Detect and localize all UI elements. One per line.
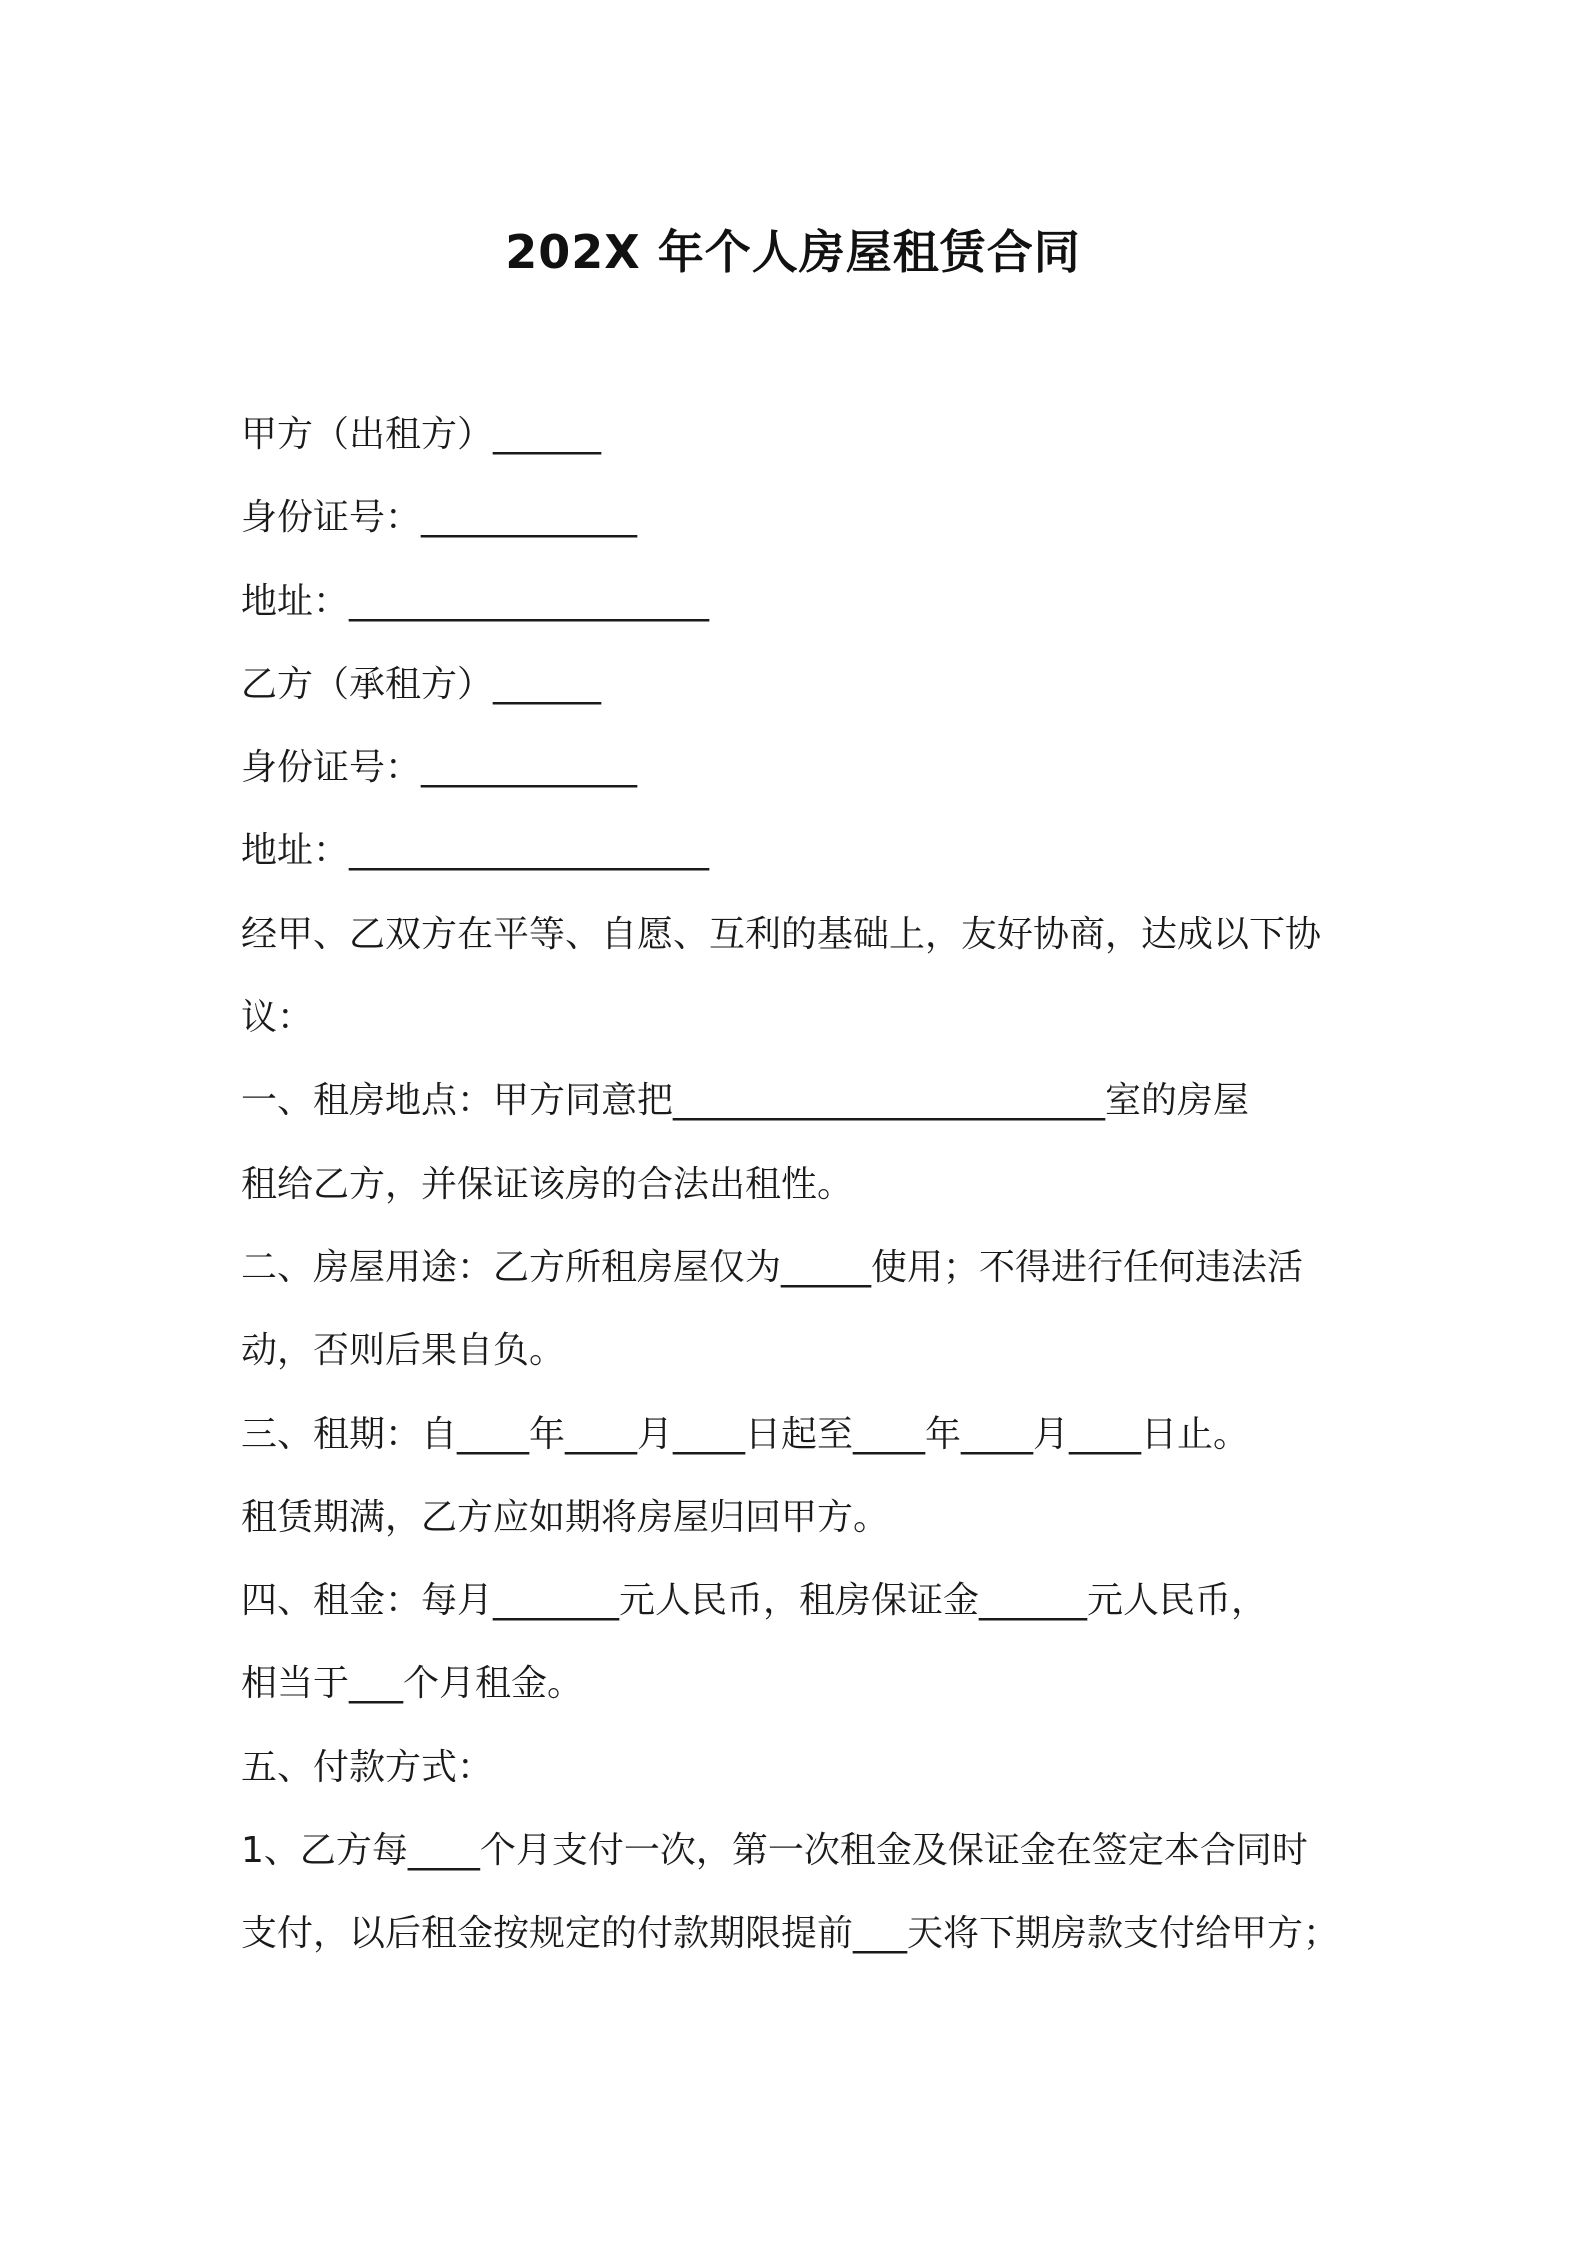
party-b-id-line: 身份证号：____________	[241, 747, 638, 789]
contract-body	[241, 405, 1371, 1988]
party-b-address-line: 地址：____________________	[241, 830, 710, 872]
party-a-line: 甲方（出租方）______	[241, 414, 602, 455]
clause-3-line: 三、租期：自____年____月____日起至____年____月____日止。	[241, 1413, 1250, 1455]
party-b-line: 乙方（承租方）______	[241, 663, 602, 705]
preamble-line: 经甲、乙双方在平等、自愿、互利的基础上，友好协商，达成以下协	[241, 913, 1322, 955]
clause-5-item-1-line: 支付，以后租金按规定的付款期限提前___天将下期房款支付给甲方；	[241, 1913, 1340, 1955]
clause-3-line: 租赁期满，乙方应如期将房屋归回甲方。	[241, 1496, 890, 1538]
clause-4-line: 四、租金：每月_______元人民币，租房保证金______元人民币，	[241, 1580, 1268, 1622]
party-a-address-line: 地址：____________________	[241, 580, 710, 622]
clause-2-line: 动，否则后果自负。	[241, 1330, 566, 1372]
clause-4-line: 相当于___个月租金。	[241, 1663, 584, 1705]
clause-1-line: 一、租房地点：甲方同意把________________________室的房屋	[241, 1080, 1250, 1122]
clause-5-heading: 五、付款方式：	[241, 1746, 494, 1788]
clause-5-item-1-line: 1、乙方每____个月支付一次，第一次租金及保证金在签定本合同时	[241, 1830, 1308, 1872]
clause-1-line: 租给乙方，并保证该房的合法出租性。	[241, 1163, 854, 1205]
clause-2-line: 二、房屋用途：乙方所租房屋仅为_____使用；不得进行任何违法活	[241, 1246, 1304, 1288]
party-a-id-line: 身份证号：____________	[241, 497, 638, 539]
document-title: 202X 年个人房屋租赁合同	[505, 225, 1081, 279]
preamble-line: 议：	[241, 997, 314, 1039]
